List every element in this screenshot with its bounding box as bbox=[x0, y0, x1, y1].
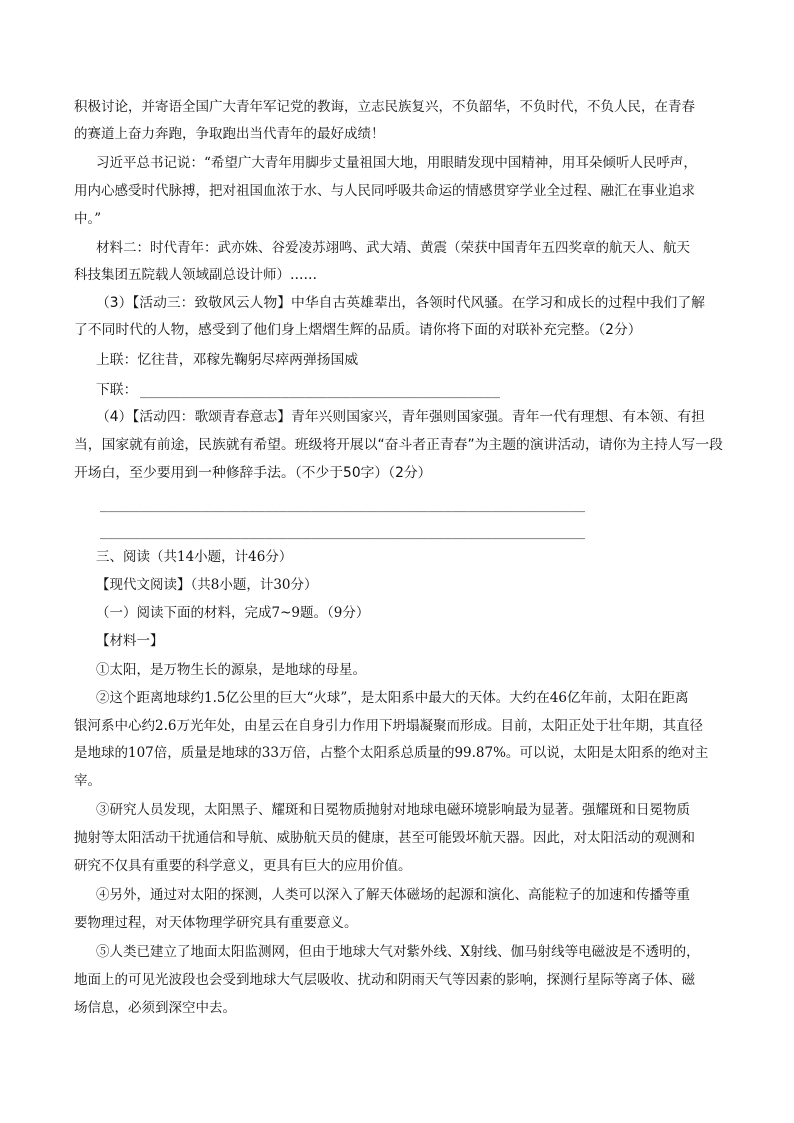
text-line: 银河系中心约2.6万光年处，由星云在自身引力作用下坍塌凝聚而形成。目前，太阳正处于壮年期，其直径 bbox=[74, 718, 703, 734]
question-3-prompt: （3）【活动三：致敬风云人物】中华自古英雄辈出，各领时代风骚。在学习和成长的过程中我们了解 bbox=[96, 295, 705, 311]
text-line: 场信息，必须到深空中去。 bbox=[74, 1000, 236, 1016]
passage-instruction: （一）阅读下面的材料，完成7~9题。（9分） bbox=[96, 605, 370, 621]
couplet-upper-line: 上联：忆往昔，邓稼先鞠躬尽瘁两弹扬国威 bbox=[96, 352, 359, 368]
paragraph-5: ⑤人类已建立了地面太阳监测网，但由于地球大气对紫外线、X射线、伽马射线等电磁波是不透明的， bbox=[96, 944, 700, 960]
text-line: 抛射等太阳活动干扰通信和导航、威胁航天员的健康，甚至可能毁坏航天器。因此，对太阳活动的观测和 bbox=[74, 830, 695, 846]
text-line: 了不同时代的人物，感受到了他们身上熠熠生辉的品质。请你将下面的对联补充完整。（2分） bbox=[74, 322, 642, 338]
section-heading: 三、阅读（共14小题，计46分） bbox=[96, 549, 293, 565]
text-line: 习近平总书记说：“希望广大青年用脚步丈量祖国大地，用眼睛发现中国精神，用耳朵倾听人民呼声， bbox=[96, 155, 697, 171]
paragraph-4: ④另外，通过对太阳的探测，人类可以深入了解天体磁场的起源和演化、高能粒子的加速和传播等重 bbox=[96, 887, 690, 903]
subsection-heading: 【现代文阅读】（共8小题，计30分） bbox=[96, 577, 318, 593]
text-line: 科技集团五院载人领域副总设计师）…… bbox=[74, 267, 317, 283]
paragraph-3: ③研究人员发现，太阳黑子、耀斑和日冕物质抛射对地球电磁环境影响最为显著。强耀斑和日冕物质 bbox=[96, 802, 690, 818]
material-one-heading: 【材料一】 bbox=[96, 633, 164, 649]
text-line: 的赛道上奋力奔跑，争取跑出当代青年的最好成绩！ bbox=[74, 126, 385, 142]
answer-blank-line[interactable]: ______________________________________________________________ bbox=[100, 525, 586, 540]
question-4-prompt: （4）【活动四：歌颂青春意志】青年兴则国家兴，青年强则国家强。青年一代有理想、有本领、有担 bbox=[96, 409, 705, 425]
paragraph-1: ①太阳，是万物生长的源泉，是地球的母星。 bbox=[96, 662, 366, 678]
text-line: 研究不仅具有重要的科学意义，更具有巨大的应用价值。 bbox=[74, 858, 412, 874]
answer-blank-line[interactable]: ______________________________________________________________ bbox=[100, 498, 586, 513]
text-line: 要物理过程，对天体物理学研究具有重要意义。 bbox=[74, 915, 358, 931]
text-line: 积极讨论，并寄语全国广大青年军记党的教诲，立志民族复兴，不负韶华，不负时代，不负人民，在青春 bbox=[74, 99, 695, 115]
text-line: 当，国家就有前途，民族就有希望。班级将开展以“奋斗者正青春”为主题的演讲活动，请你为主持人写一段 bbox=[74, 437, 723, 453]
material-two-heading: 材料二：时代青年：武亦姝、谷爱凌苏翊鸣、武大靖、黄震（荣获中国青年五四奖章的航天人、航天 bbox=[96, 240, 690, 256]
text-line: 开场白，至少要用到一种修辞手法。（不少于50字）（2分） bbox=[74, 465, 432, 481]
couplet-answer-blank[interactable]: ______________________________________________ bbox=[140, 384, 501, 399]
paragraph-2: ②这个距离地球约1.5亿公里的巨大“火球”，是太阳系中最大的天体。大约在46亿年前，太阳在距离 bbox=[96, 690, 689, 706]
couplet-lower-label: 下联： bbox=[96, 382, 138, 398]
text-line: 中。” bbox=[74, 211, 102, 227]
text-line: 是地球的107倍，质量是地球的33万倍，占整个太阳系总质量的99.87%。可以说，太阳是太阳系的绝对主 bbox=[74, 745, 709, 761]
text-line: 地面上的可见光波段也会受到地球大气层吸收、扰动和阴雨天气等因素的影响，探测行星际等离子体、磁 bbox=[74, 972, 695, 988]
text-line: 宰。 bbox=[74, 773, 101, 789]
text-line: 用内心感受时代脉搏，把对祖国血浓于水、与人民同呼吸共命运的情感贯穿学业全过程、融汇在事业追求 bbox=[74, 183, 695, 199]
